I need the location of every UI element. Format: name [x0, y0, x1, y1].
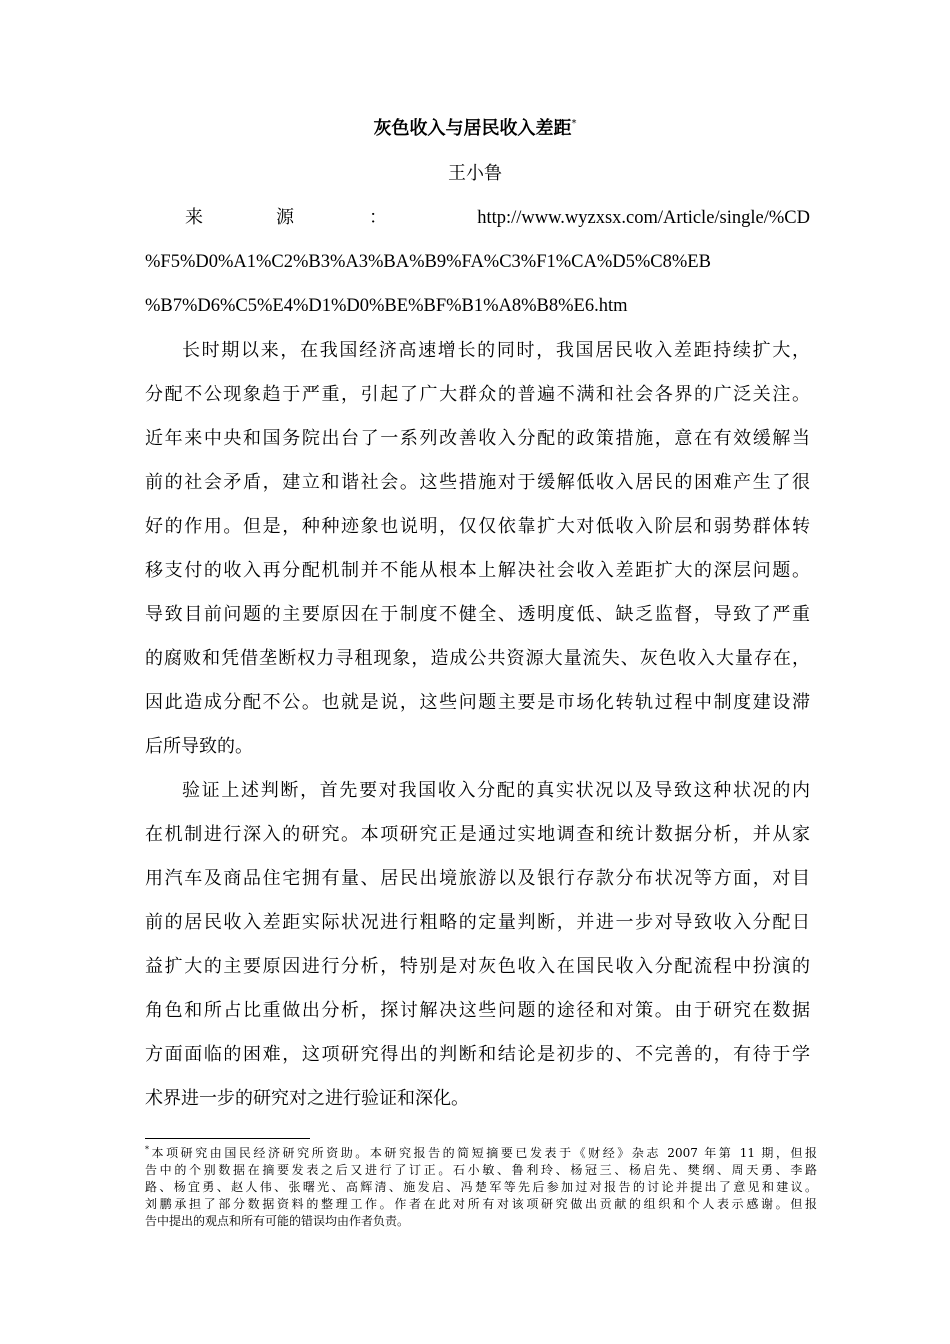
paragraph-1	[145, 336, 810, 776]
paragraph-line: 益扩大的主要原因进行分析，特别是对灰色收入在国民收入分配流程中扮演的	[145, 956, 810, 977]
paragraph-line: 角色和所占比重做出分析，探讨解决这些问题的途径和对策。由于研究在数据	[145, 1000, 810, 1021]
paragraph-line: 长时期以来，在我国经济高速增长的同时，我国居民收入差距持续扩大，	[182, 340, 810, 361]
paragraph-line: 分配不公现象趋于严重，引起了广大群众的普遍不满和社会各界的广泛关注。	[145, 384, 810, 405]
footnote	[145, 1145, 817, 1230]
footnote-marker: *	[145, 1145, 149, 1154]
source-label-char-2: 源	[276, 207, 294, 228]
source-url-part-3: %B7%D6%C5%E4%D1%D0%BE%BF%B1%A8%B8%E6.htm	[145, 296, 628, 316]
footnote-line: 路、杨宜勇、赵人伟、张曙光、高辉清、施发启、冯楚军等先后参加过对报告的讨论并提出了意见和建议。	[145, 1180, 817, 1194]
body-text	[145, 336, 810, 1128]
paragraph-line: 导致目前问题的主要原因在于制度不健全、透明度低、缺乏监督，导致了严重	[145, 604, 810, 625]
document-title	[0, 116, 950, 142]
source-url-part-1: http://www.wyzxsx.com/Article/single/%CD	[477, 208, 810, 228]
paragraph-line: 的腐败和凭借垄断权力寻租现象，造成公共资源大量流失、灰色收入大量存在，	[145, 648, 810, 669]
paragraph-line: 后所导致的。	[145, 736, 253, 757]
paragraph-line: 验证上述判断，首先要对我国收入分配的真实状况以及导致这种状况的内	[182, 780, 810, 801]
paragraph-line: 用汽车及商品住宅拥有量、居民出境旅游以及银行存款分布状况等方面，对目	[145, 868, 810, 889]
source-block	[145, 203, 810, 335]
footnote-line-text: 本项研究由国民经济研究所资助。本研究报告的简短摘要已发表于《财经》杂志 2007 年第 11 期，但报	[149, 1146, 817, 1160]
title-footnote-marker: *	[571, 118, 577, 129]
paragraph-line: 因此造成分配不公。也就是说，这些问题主要是市场化转轨过程中制度建设滞	[145, 692, 810, 713]
footnote-line: 告中提出的观点和所有可能的错误均由作者负责。	[145, 1214, 410, 1228]
paragraph-line: 近年来中央和国务院出台了一系列改善收入分配的政策措施，意在有效缓解当	[145, 428, 810, 449]
paragraph-line: 前的社会矛盾，建立和谐社会。这些措施对于缓解低收入居民的困难产生了很	[145, 472, 810, 493]
author-name: 王小鲁	[448, 163, 502, 184]
paragraph-line: 在机制进行深入的研究。本项研究正是通过实地调查和统计数据分析，并从家	[145, 824, 810, 845]
source-label-colon: ：	[369, 207, 387, 228]
source-url-part-2: %F5%D0%A1%C2%B3%A3%BA%B9%FA%C3%F1%CA%D5%C8%EB	[145, 252, 711, 272]
paragraph-2	[145, 776, 810, 1128]
paragraph-line: 术界进一步的研究对之进行验证和深化。	[145, 1088, 469, 1109]
paragraph-line: 移支付的收入再分配机制并不能从根本上解决社会收入差距扩大的深层问题。	[145, 560, 810, 581]
source-label-char-1: 来	[185, 207, 203, 228]
footnote-separator	[145, 1138, 310, 1139]
title-text: 灰色收入与居民收入差距	[373, 118, 572, 139]
footnote-line: 刘鹏承担了部分数据资料的整理工作。作者在此对所有对该项研究做出贡献的组织和个人表示感谢。但报	[145, 1197, 817, 1211]
paragraph-line: 好的作用。但是，种种迹象也说明，仅仅依靠扩大对低收入阶层和弱势群体转	[145, 516, 810, 537]
paragraph-line: 前的居民收入差距实际状况进行粗略的定量判断，并进一步对导致收入分配日	[145, 912, 810, 933]
paragraph-line: 方面面临的困难，这项研究得出的判断和结论是初步的、不完善的，有待于学	[145, 1044, 810, 1065]
footnote-line	[145, 1145, 817, 1162]
footnote-line: 告中的个别数据在摘要发表之后又进行了订正。石小敏、鲁利玲、杨冠三、杨启先、樊纲、周天勇、李路	[145, 1163, 817, 1177]
source-line-1	[145, 203, 810, 247]
